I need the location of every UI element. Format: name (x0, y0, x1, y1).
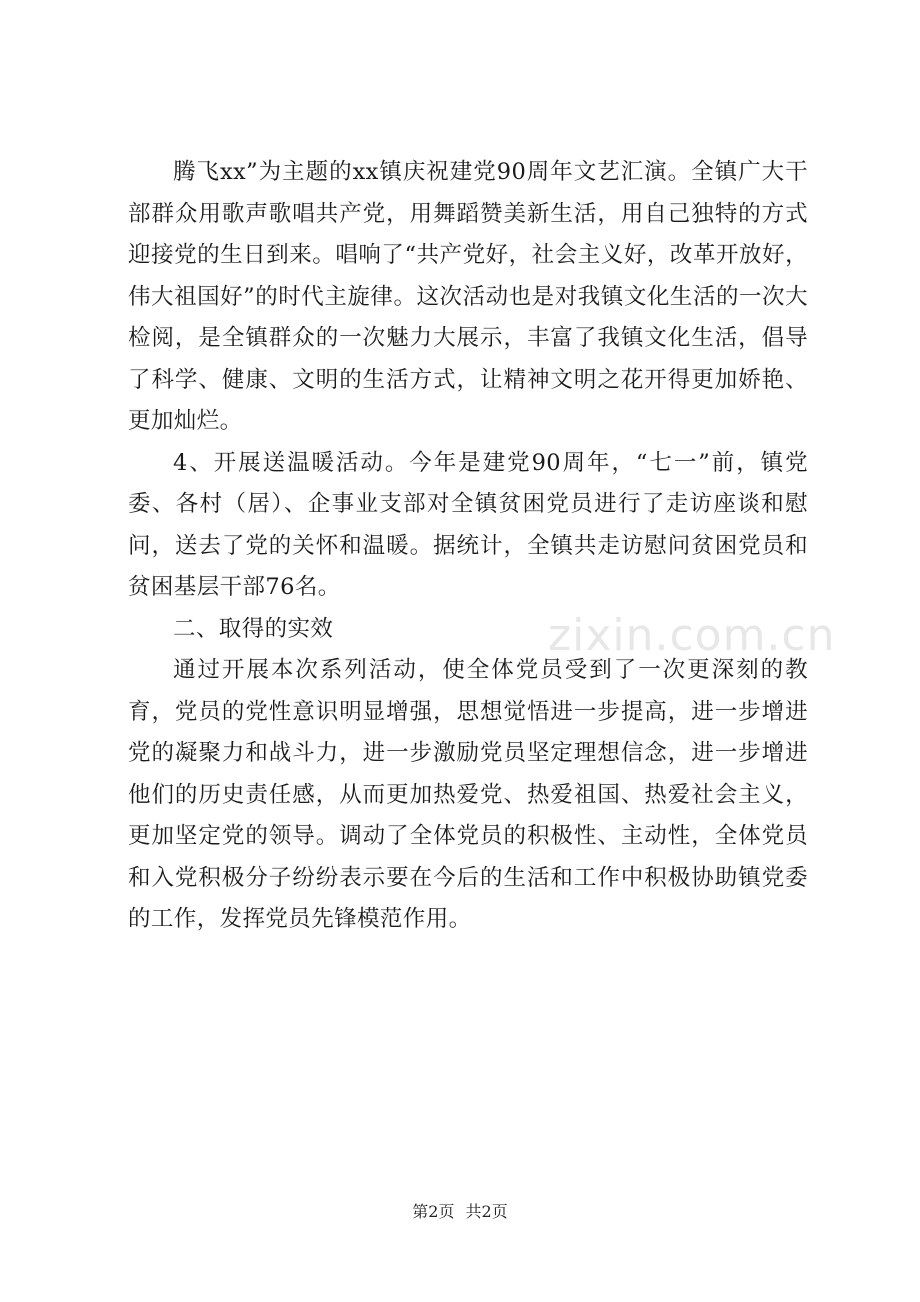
paragraph-art-performance: 腾飞xx”为主题的xx镇庆祝建党90周年文艺汇演。全镇广大干部群众用歌声歌唱共产党，用舞蹈赞美新生活，用自己独特的方式迎接党的生日到来。唱响了“共产党好，社会主义好，改革开放好，伟大祖国好”的时代主旋律。这次活动也是对我镇文化生活的一次大检阅，是全镇群众的一次魅力大展示，丰富了我镇文化生活，倡导了科学、健康、文明的生活方式，让精神文明之花开得更加娇艳、更加灿烂。 (128, 159, 808, 434)
site-watermark: zixin.com.cn (548, 610, 836, 661)
document-body (128, 152, 808, 941)
section-heading: 二、取得的实效 (173, 615, 334, 642)
paragraph-results: 通过开展本次系列活动，使全体党员受到了一次更深刻的教育，党员的党性意识明显增强，思想觉悟进一步提高，进一步增进党的凝聚力和战斗力，进一步激励党员坚定理想信念，进一步增进他们的历史责任感，从而更加热爱党、热爱祖国、热爱社会主义，更加坚定党的领导。调动了全体党员的积极性、主动性，全体党员和入党积极分子纷纷表示要在今后的生活和工作中积极协助镇党委的工作，发挥党员先锋模范作用。 (128, 657, 808, 932)
page-footer: 第2页 共2页 (412, 1202, 508, 1221)
paragraph-warmth-activity: 4、开展送温暖活动。今年是建党90周年，“七一”前，镇党委、各村（居）、企事业支部对全镇贫困党员进行了走访座谈和慰问，送去了党的关怀和温暖。据统计，全镇共走访慰问贫困党员和贫困基层干部76名。 (128, 449, 808, 600)
